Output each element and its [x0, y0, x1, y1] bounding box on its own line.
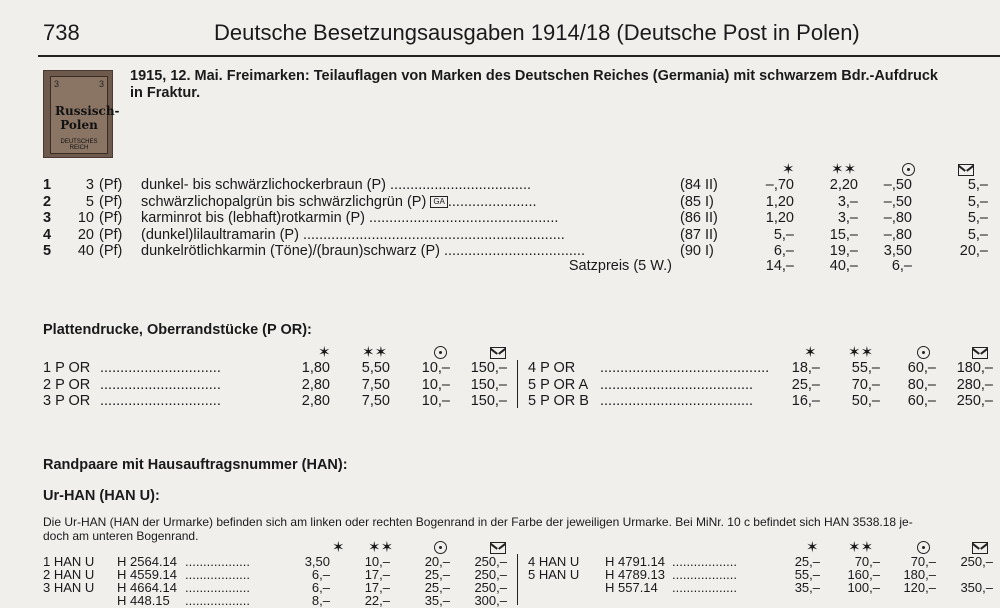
row-reference: (87 II) — [680, 226, 718, 243]
han-number: H 4664.14 — [117, 580, 177, 595]
price-mnh: 17,– — [364, 567, 390, 582]
row-description: dunkel- bis schwärzlichockerbraun (P) ................................... — [141, 177, 532, 193]
han-label: 1 HAN U — [43, 554, 95, 569]
por-label: 5 P OR B — [528, 393, 589, 409]
price-mint: 6,– — [773, 243, 794, 259]
price-used: 180,– — [903, 567, 936, 582]
price-mnh: 15,– — [829, 226, 858, 243]
price-mnh: 5,50 — [361, 360, 390, 376]
price-used: 80,– — [907, 376, 936, 393]
price-mint: 1,20 — [765, 193, 794, 210]
satzpreis-p1: 14,– — [765, 258, 794, 274]
plattendrucke-separator — [517, 360, 518, 408]
pl-right-star: ✶ — [804, 344, 817, 361]
price-used: 20,– — [424, 554, 450, 569]
row-number: 1 — [43, 177, 52, 193]
price-used: –,80 — [883, 226, 912, 243]
price-mnh: 55,– — [851, 360, 880, 376]
price-mnh: 7,50 — [361, 393, 390, 409]
urhan-text-line1: Die Ur-HAN (HAN der Urmarke) befinden sich am linken oder rechten Bogenrand in der Farbe der jeweiligen Urmarke. Bei MiNr. 10 c befindet sich HAN 3538.18 je- — [43, 515, 913, 529]
han-dots: .................. — [185, 593, 251, 608]
row-value: 3 — [85, 177, 94, 193]
price-mint: 2,80 — [301, 376, 330, 393]
row-description: dunkelrötlichkarmin (Töne)/(braun)schwarz (P) ................................... — [141, 243, 585, 259]
row-number: 2 — [43, 193, 52, 210]
han-number: H 448.15 — [117, 593, 170, 608]
price-mint: 35,– — [794, 580, 820, 595]
price-used: 70,– — [910, 554, 936, 569]
price-used: 10,– — [421, 360, 450, 376]
price-cover: 150,– — [470, 393, 507, 409]
han-right-double-star: ✶✶ — [848, 539, 874, 556]
por-label: 3 P OR — [43, 393, 91, 409]
row-description: (dunkel)lilaultramarin (P) ................................................................. — [141, 226, 565, 243]
issue-heading — [130, 68, 938, 102]
por-dots: .......................................... — [600, 360, 770, 376]
price-mint: –,70 — [765, 177, 794, 193]
randpaare-title: Randpaare mit Hausauftragsnummer (HAN): — [43, 457, 348, 473]
stamp-bottom-text: DEUTSCHES REICH — [60, 139, 98, 151]
price-used: –,50 — [883, 177, 912, 193]
price-mnh: 22,– — [364, 593, 390, 608]
por-dots: .............................. — [100, 360, 221, 376]
price-used: –,50 — [883, 193, 912, 210]
price-cover: 250,– — [956, 393, 993, 409]
row-reference: (90 I) — [680, 243, 714, 259]
price-cover: 5,– — [967, 177, 988, 193]
price-mint: 55,– — [794, 567, 820, 582]
price-used: 25,– — [424, 567, 450, 582]
price-cover: 150,– — [470, 376, 507, 393]
por-dots: ...................................... — [600, 376, 754, 393]
por-label: 1 P OR — [43, 360, 91, 376]
price-cover: 150,– — [470, 360, 507, 376]
price-used: 10,– — [421, 376, 450, 393]
pl-left-star: ✶ — [318, 344, 331, 361]
por-label: 2 P OR — [43, 376, 91, 393]
row-description: karminrot bis (lebhaft)rotkarmin (P) ............................................... — [141, 210, 559, 226]
satzpreis-p2: 40,– — [829, 258, 858, 274]
price-mint: 1,20 — [765, 210, 794, 226]
row-number: 3 — [43, 210, 52, 226]
row-description — [141, 194, 537, 210]
por-dots: .............................. — [100, 376, 221, 393]
han-right-star: ✶ — [806, 539, 819, 556]
price-used: 60,– — [907, 360, 936, 376]
row-description-text: schwärzlichopalgrün bis schwärzlichgrün (P) — [141, 193, 427, 210]
price-mint: 25,– — [794, 554, 820, 569]
price-cover: 250,– — [474, 580, 507, 595]
row-reference: (86 II) — [680, 210, 718, 226]
price-used: 120,– — [903, 580, 936, 595]
pl-right-double-star: ✶✶ — [848, 344, 874, 361]
han-dots: .................. — [672, 580, 738, 595]
price-used: 60,– — [907, 393, 936, 409]
price-used: 25,– — [424, 580, 450, 595]
price-cover: 180,– — [956, 360, 993, 376]
price-cover: 300,– — [474, 593, 507, 608]
price-mnh: 19,– — [829, 243, 858, 259]
han-number: H 2564.14 — [117, 554, 177, 569]
row-unit: (Pf) — [99, 177, 123, 193]
han-left-star: ✶ — [332, 539, 345, 556]
row-unit: (Pf) — [99, 243, 123, 259]
por-dots: ...................................... — [600, 393, 754, 409]
stamp-denomination: 3 — [54, 79, 60, 89]
price-cover: 5,– — [967, 226, 988, 243]
price-cover: 20,– — [959, 243, 988, 259]
row-dots: ...................... — [447, 193, 537, 210]
price-mnh: 10,– — [364, 554, 390, 569]
stamp-overprint-line1: Russisch- — [55, 104, 120, 118]
price-used: 3,50 — [883, 243, 912, 259]
row-unit: (Pf) — [99, 210, 123, 226]
price-cover: 5,– — [967, 210, 988, 226]
satzpreis-label: Satzpreis (5 W.) — [568, 258, 672, 274]
row-number: 5 — [43, 243, 52, 259]
page-title: Deutsche Besetzungsausgaben 1914/18 (Deutsche Post in Polen) — [214, 20, 860, 45]
price-used: –,80 — [883, 210, 912, 226]
price-mint: 6,– — [311, 580, 330, 595]
urhan-text-line2: doch am unteren Bogenrand. — [43, 529, 199, 543]
issue-line1: 1915, 12. Mai. Freimarken: Teilauflagen von Marken des Deutschen Reiches (Germania) mit schwarzem Bdr.-Aufdruck — [130, 68, 938, 84]
row-number: 4 — [43, 226, 52, 243]
issue-line2: in Fraktur. — [130, 85, 201, 101]
stamp-image — [43, 70, 120, 158]
price-mnh: 3,– — [837, 210, 858, 226]
price-mnh: 17,– — [364, 580, 390, 595]
price-cover: 250,– — [474, 554, 507, 569]
price-mnh: 70,– — [854, 554, 880, 569]
price-mnh: 7,50 — [361, 376, 390, 393]
price-used: 35,– — [424, 593, 450, 608]
row-reference: (85 I) — [680, 193, 714, 210]
stamp-denomination-right: 3 — [98, 79, 104, 89]
han-number: H 557.14 — [605, 580, 658, 595]
plattendrucke-title: Plattendrucke, Oberrandstücke (P OR): — [43, 322, 312, 338]
han-number: H 4791.14 — [605, 554, 665, 569]
price-cover: 280,– — [956, 376, 993, 393]
price-mnh: 160,– — [847, 567, 880, 582]
price-mnh: 70,– — [851, 376, 880, 393]
han-dots: .................. — [672, 554, 738, 569]
han-left-double-star: ✶✶ — [368, 539, 394, 556]
row-value: 40 — [77, 243, 94, 259]
price-mnh: 3,– — [837, 193, 858, 210]
han-dots: .................. — [185, 580, 251, 595]
han-label: 3 HAN U — [43, 580, 95, 595]
price-mint: 25,– — [791, 376, 820, 393]
han-label: 2 HAN U — [43, 567, 95, 582]
price-mnh: 100,– — [847, 580, 880, 595]
han-label: 5 HAN U — [528, 567, 580, 582]
price-mint: 3,50 — [304, 554, 330, 569]
row-value: 5 — [85, 193, 94, 210]
price-cover: 250,– — [960, 554, 993, 569]
por-label: 4 P OR — [528, 360, 576, 376]
por-dots: .............................. — [100, 393, 221, 409]
price-mint: 2,80 — [301, 393, 330, 409]
row-value: 20 — [77, 226, 94, 243]
page-number: 738 — [43, 20, 80, 45]
price-mint: 8,– — [311, 593, 330, 608]
urhan-title: Ur-HAN (HAN U): — [43, 488, 160, 504]
ga-badge: GA — [430, 196, 448, 208]
price-cover: 250,– — [474, 567, 507, 582]
row-unit: (Pf) — [99, 193, 123, 210]
han-label: 4 HAN U — [528, 554, 580, 569]
pl-left-double-star: ✶✶ — [362, 344, 388, 361]
han-number: H 4559.14 — [117, 567, 177, 582]
mint-double-star-symbol: ✶✶ — [831, 161, 857, 178]
por-label: 5 P OR A — [528, 376, 589, 393]
stamp-overprint-line2: Polen — [60, 118, 98, 132]
header-rule — [38, 55, 1000, 57]
price-mint: 18,– — [791, 360, 820, 376]
price-mint: 6,– — [311, 567, 330, 582]
price-cover: 5,– — [967, 193, 988, 210]
han-dots: .................. — [672, 567, 738, 582]
han-number: H 4789.13 — [605, 567, 665, 582]
row-unit: (Pf) — [99, 226, 123, 243]
row-reference: (84 II) — [680, 177, 718, 193]
han-dots: .................. — [185, 554, 251, 569]
row-value: 10 — [77, 210, 94, 226]
satzpreis-p3: 6,– — [891, 258, 912, 274]
price-used: 10,– — [421, 393, 450, 409]
price-mint: 1,80 — [301, 360, 330, 376]
han-separator — [517, 554, 518, 605]
mint-star-symbol: ✶ — [782, 161, 795, 178]
price-mint: 5,– — [773, 226, 794, 243]
han-dots: .................. — [185, 567, 251, 582]
price-cover: 350,– — [960, 580, 993, 595]
price-mnh: 50,– — [851, 393, 880, 409]
price-mint: 16,– — [791, 393, 820, 409]
price-mnh: 2,20 — [829, 177, 858, 193]
